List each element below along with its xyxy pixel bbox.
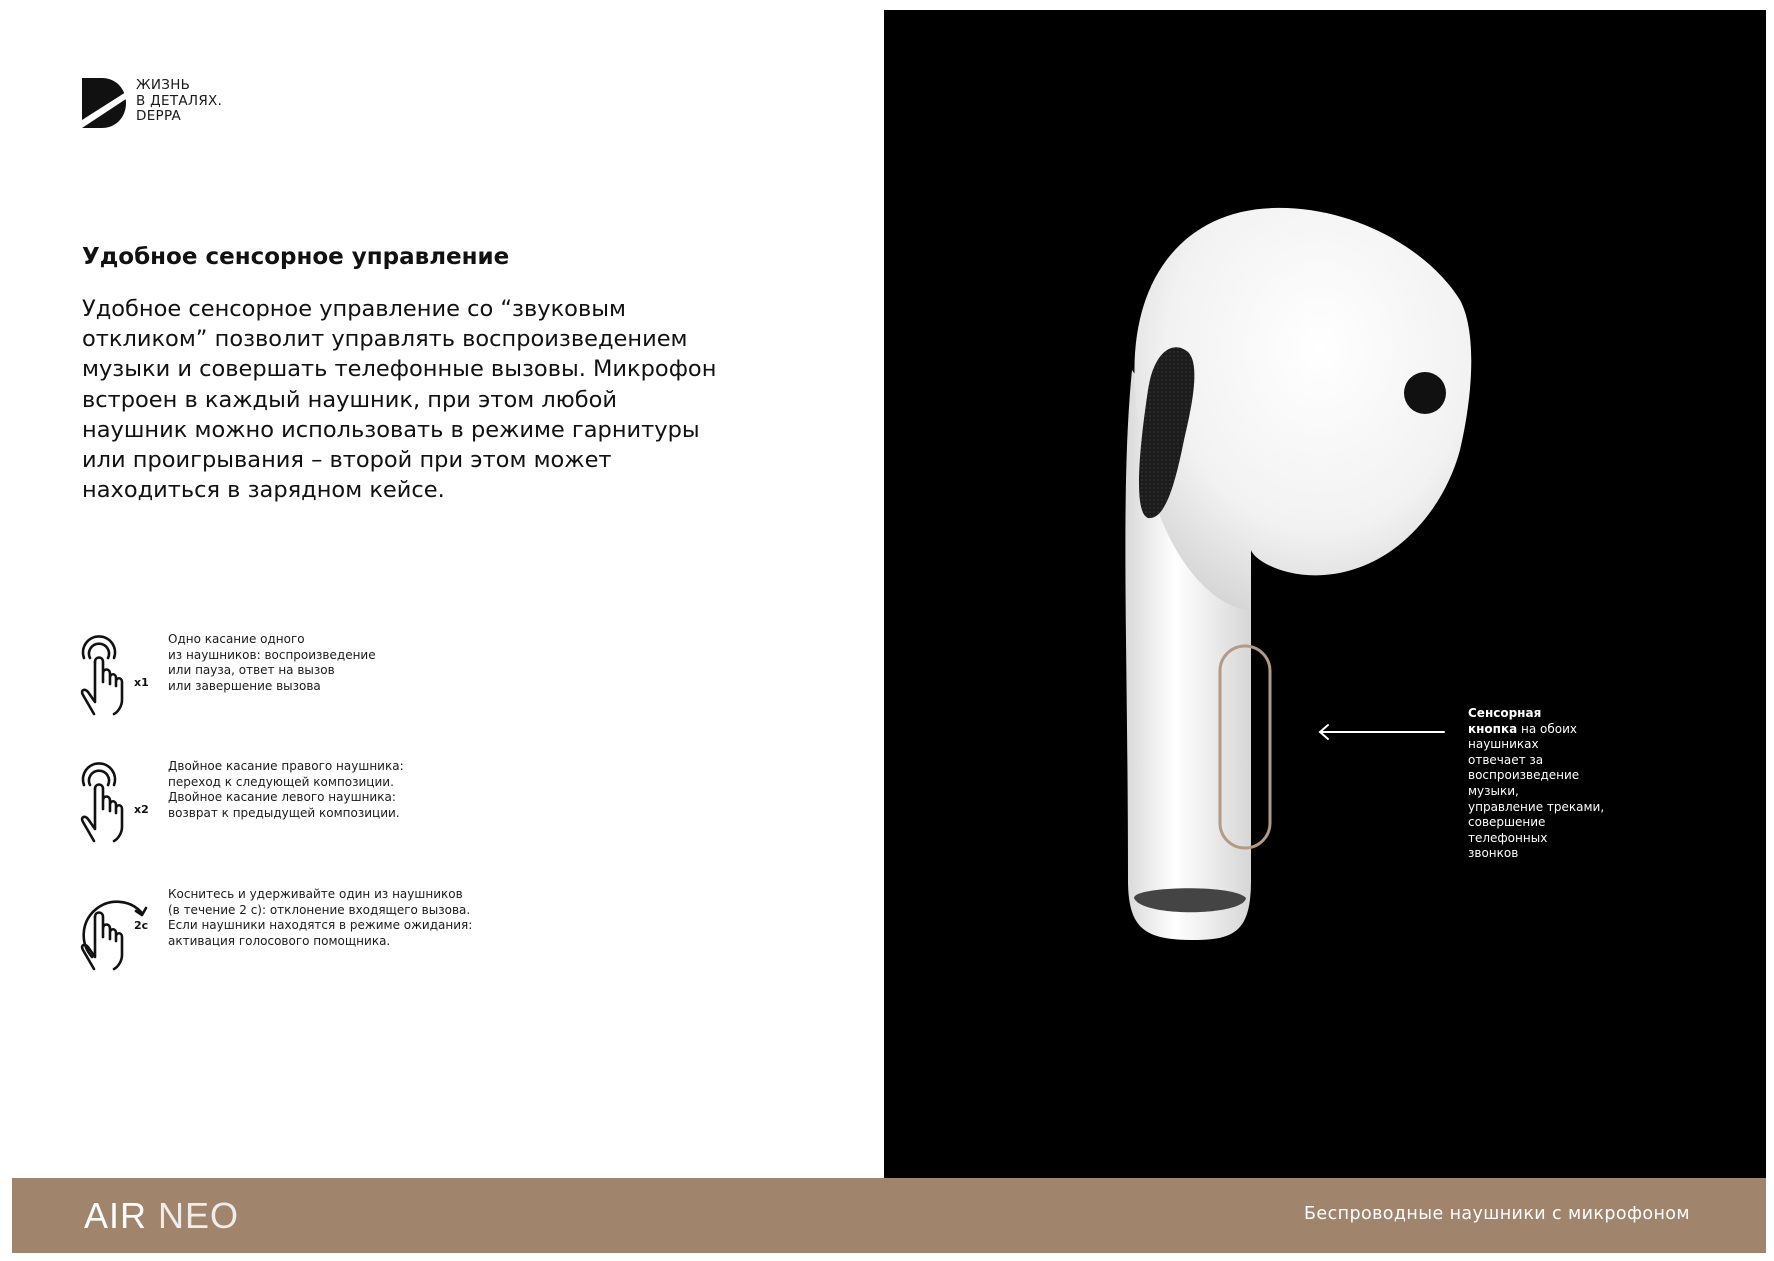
gesture-text-line: или завершение вызова: [168, 678, 321, 693]
product-tagline: Беспроводные наушники с микрофоном: [1304, 1204, 1690, 1224]
gesture-single-tap: [78, 632, 478, 716]
callout-text: музыки,: [1468, 783, 1519, 798]
product-name: [84, 1195, 239, 1237]
gesture-press-hold: [78, 887, 478, 971]
callout-text: на обоих: [1517, 721, 1578, 736]
callout-text: совершение: [1468, 815, 1546, 830]
gesture-text-line: Коснитесь и удерживайте один из наушников: [168, 887, 463, 901]
press-hold-hand-icon: [78, 887, 158, 971]
single-tap-hand-icon: [78, 632, 158, 716]
gesture-description: [168, 887, 478, 949]
section-body: Удобное сенсорное управление со “звуковым откликом” позволит управлять воспроизведением музыки и совершать телефонные вызовы. Микрофон встроен в каждый наушник, при этом любой наушник можно использовать в режиме гарнитуры или проигрывания – второй при этом может находиться в зарядном кейсе.: [82, 296, 717, 504]
logo-line: DEPPA: [136, 108, 182, 124]
double-tap-hand-icon: [78, 759, 158, 843]
gesture-text-line: Двойное касание левого наушника:: [168, 790, 396, 805]
callout-bold-line: кнопка: [1468, 721, 1518, 736]
depra-logo-mark-icon: [82, 78, 126, 128]
hold-time-badge: 2c: [134, 919, 149, 932]
callout-text: отвечает за: [1468, 752, 1544, 767]
touch-button-callout: [1468, 706, 1618, 862]
gesture-text-line: Двойное касание правого наушника:: [168, 759, 404, 773]
callout-text: телефонных: [1468, 830, 1548, 845]
product-name-part: AIR: [84, 1195, 148, 1236]
logo-text: [136, 78, 222, 125]
callout-arrow-icon: [1316, 722, 1446, 742]
gesture-text-line: или пауза, ответ на вызов: [168, 663, 335, 678]
gesture-text-line: (в течение 2 с): отклонение входящего вызова.: [168, 902, 471, 917]
gesture-description: [168, 759, 478, 821]
earbud-sensor-dot: [1404, 372, 1446, 414]
logo-line: ЖИЗНЬ: [136, 77, 191, 93]
gesture-text-line: переход к следующей композиции.: [168, 774, 394, 789]
product-name-part: NEO: [158, 1195, 240, 1236]
earbud-image: [884, 10, 1766, 1178]
gesture-text-line: активация голосового помощника.: [168, 933, 391, 948]
callout-text: наушниках: [1468, 737, 1539, 752]
section-heading: Удобное сенсорное управление: [82, 244, 510, 270]
footer-bar: [12, 1178, 1766, 1253]
tap-count-badge: x1: [134, 676, 149, 689]
product-image-panel: [884, 10, 1766, 1178]
brand-logo: [82, 78, 222, 128]
gesture-text-line: возврат к предыдущей композиции.: [168, 805, 400, 820]
logo-line: В ДЕТАЛЯХ.: [136, 92, 223, 109]
callout-text: звонков: [1468, 846, 1519, 861]
gesture-double-tap: [78, 759, 478, 843]
gesture-text-line: Если наушники находятся в режиме ожидания:: [168, 918, 473, 933]
gesture-text-line: из наушников: воспроизведение: [168, 647, 376, 662]
callout-text: воспроизведение: [1468, 768, 1580, 783]
tap-count-badge: x2: [134, 803, 149, 816]
callout-text: управление треками,: [1468, 799, 1605, 814]
gesture-description: [168, 632, 478, 694]
callout-bold-line: Сенсорная: [1468, 706, 1542, 720]
gesture-text-line: Одно касание одного: [168, 632, 305, 646]
